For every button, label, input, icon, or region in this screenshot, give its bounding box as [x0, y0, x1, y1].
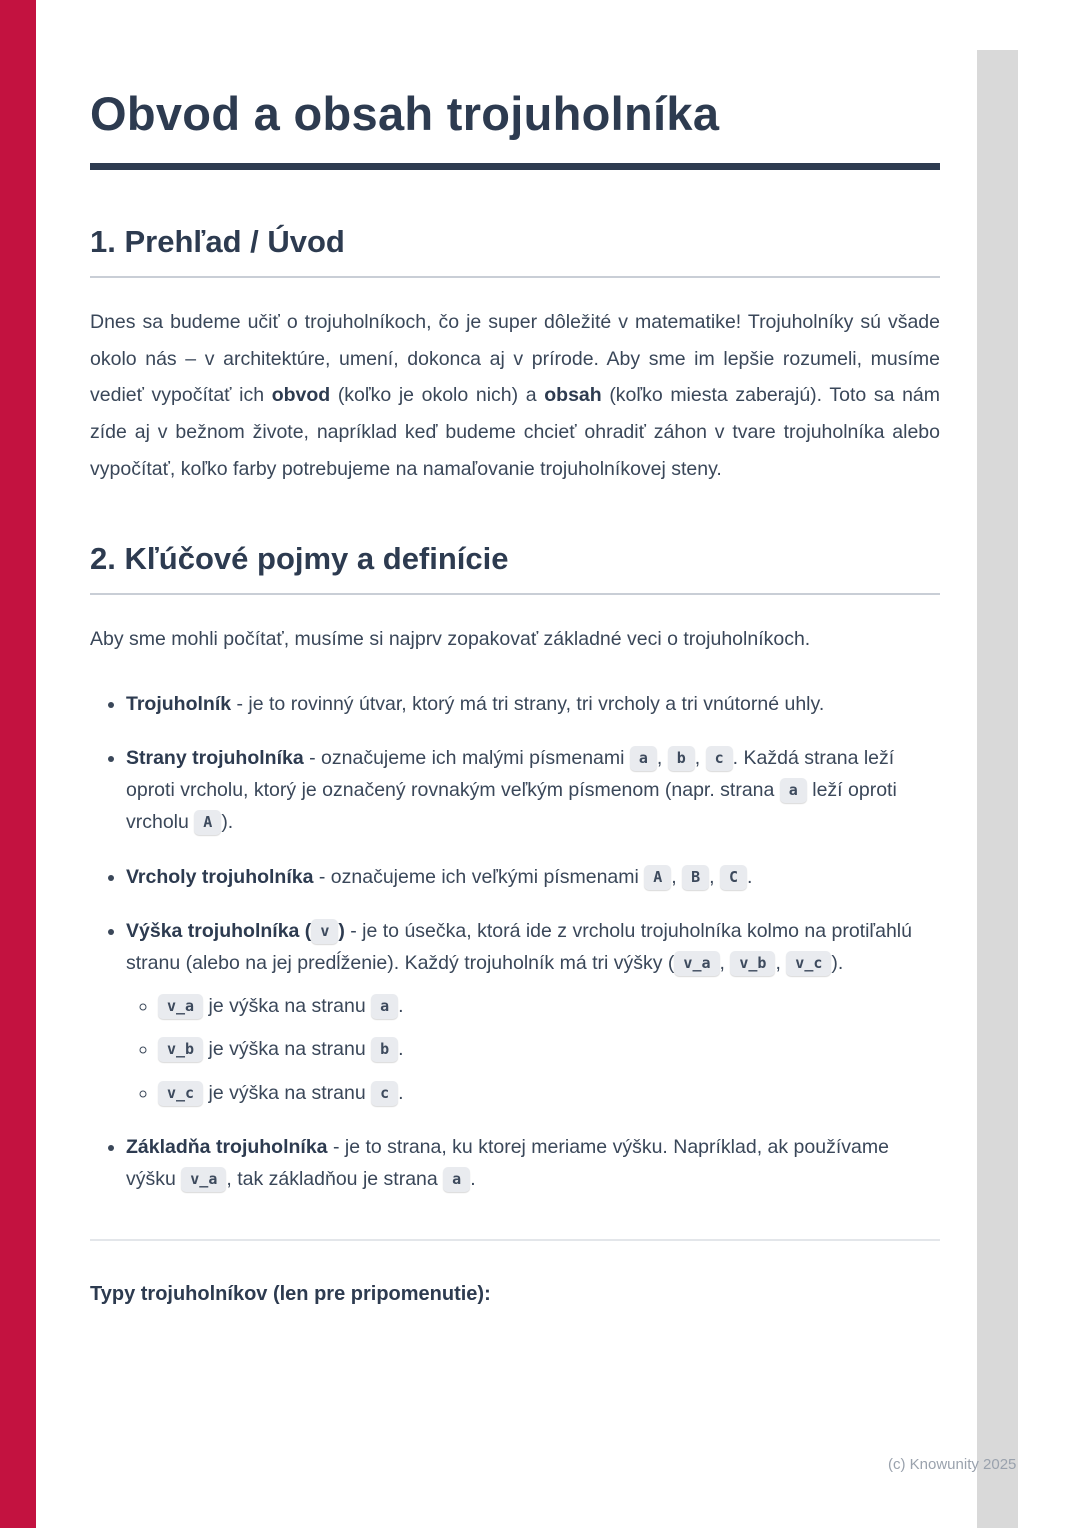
code-chip: c: [706, 746, 733, 771]
code-chip: v_b: [730, 951, 775, 976]
code-chip: a: [443, 1167, 470, 1192]
bold-term: Výška trojuholníka (: [126, 919, 312, 942]
document-content: [90, 0, 940, 1306]
code-chip: v_a: [674, 951, 719, 976]
list-item-sides: • Strany trojuholníka - označujeme ich malými písmenami a , b , c . Každá strana leží oproti vrcholu, ktorý je označený rovnakým veľkým písmenom (napr. strana a leží oproti vrcholu A ).: [126, 742, 940, 839]
code-chip: a: [780, 778, 807, 803]
code-chip: c: [371, 1081, 398, 1106]
code-chip: B: [682, 865, 709, 890]
bold-term: Základňa trojuholníka: [126, 1135, 328, 1158]
code-chip: v: [311, 919, 338, 944]
list-item-vertices: • Vrcholy trojuholníka - označujeme ich veľkými písmenami A , B , C .: [126, 861, 940, 893]
page-title: Obvod a obsah trojuholníka: [90, 87, 720, 140]
code-chip: v_c: [786, 951, 831, 976]
copyright: (c) Knowunity 2025: [888, 1456, 1017, 1473]
content-divider: [90, 1239, 940, 1241]
heights-sublist: [126, 991, 940, 1109]
section-heading-concepts: 2. Kľúčové pojmy a definície: [90, 541, 509, 577]
list-item-height-text: Výška trojuholníka ( v ) - je to úsečka, ktorá ide z vrcholu trojuholníka kolmo na protiľahlú stranu (alebo na jej predĺženie). Každý trojuholník má tri výšky ( v_a , v_b , v_c ).: [126, 919, 912, 974]
code-chip: v_a: [158, 994, 203, 1019]
code-chip: a: [630, 746, 657, 771]
code-chip: v_b: [158, 1037, 203, 1062]
code-chip: a: [371, 994, 398, 1019]
bold-term: Strany trojuholníka: [126, 747, 304, 770]
concepts-paragraph: Aby sme mohli počítať, musíme si najprv zopakovať základné veci o trojuholníkoch.: [90, 628, 811, 651]
intro-paragraph: Dnes sa budeme učiť o trojuholníkoch, čo je super dôležité v matematike! Trojuholníky sú všade okolo nás – v architektúre, umení, dokonca aj v prírode. Aby sme im lepšie rozumeli, musíme vedieť vypočítať ich obvod (koľko je okolo nich) a obsah (koľko miesta zaberajú). Toto sa nám zíde aj v bežnom živote, napríklad keď budeme chcieť ohradiť záhon v tvare trojuholníka alebo vypočítať, koľko farby potrebujeme na namaľovanie trojuholníkovej steny.: [90, 311, 941, 480]
list-item-triangle: • Trojuholník - je to rovinný útvar, ktorý má tri strany, tri vrcholy a tri vnútorné uhly.: [126, 688, 940, 720]
code-chip: v_a: [181, 1167, 226, 1192]
list-item-base: • Základňa trojuholníka - je to strana, ku ktorej meriame výšku. Napríklad, ak používame výšku v_a , tak základňou je strana a .: [126, 1131, 940, 1195]
left-accent-bar: [0, 0, 36, 1528]
bold-term: ): [338, 919, 345, 942]
sublist-item-vc: ◦ v_c je výška na stranu c .: [158, 1078, 940, 1109]
scrollbar-track[interactable]: [977, 50, 1018, 1528]
section-divider: [90, 593, 940, 595]
types-heading: Typy trojuholníkov (len pre pripomenutie):: [90, 1283, 491, 1306]
bold-term: Trojuholník: [126, 692, 232, 715]
title-underline: [90, 163, 940, 170]
sublist-item-va: ◦ v_a je výška na stranu a .: [158, 991, 940, 1022]
section-heading-intro: 1. Prehľad / Úvod: [90, 224, 345, 259]
code-chip: v_c: [158, 1081, 203, 1106]
section-divider: [90, 276, 940, 278]
code-chip: C: [720, 865, 747, 890]
list-item-height: [126, 915, 940, 1109]
bold-term: obvod: [271, 384, 331, 407]
code-chip: b: [371, 1037, 398, 1062]
sublist-item-vb: ◦ v_b je výška na stranu b .: [158, 1034, 940, 1065]
bold-term: obsah: [544, 384, 602, 407]
code-chip: b: [668, 746, 695, 771]
bold-term: Vrcholy trojuholníka: [126, 865, 314, 888]
code-chip: A: [644, 865, 671, 890]
definitions-list: [90, 688, 940, 1195]
code-chip: A: [194, 810, 221, 835]
